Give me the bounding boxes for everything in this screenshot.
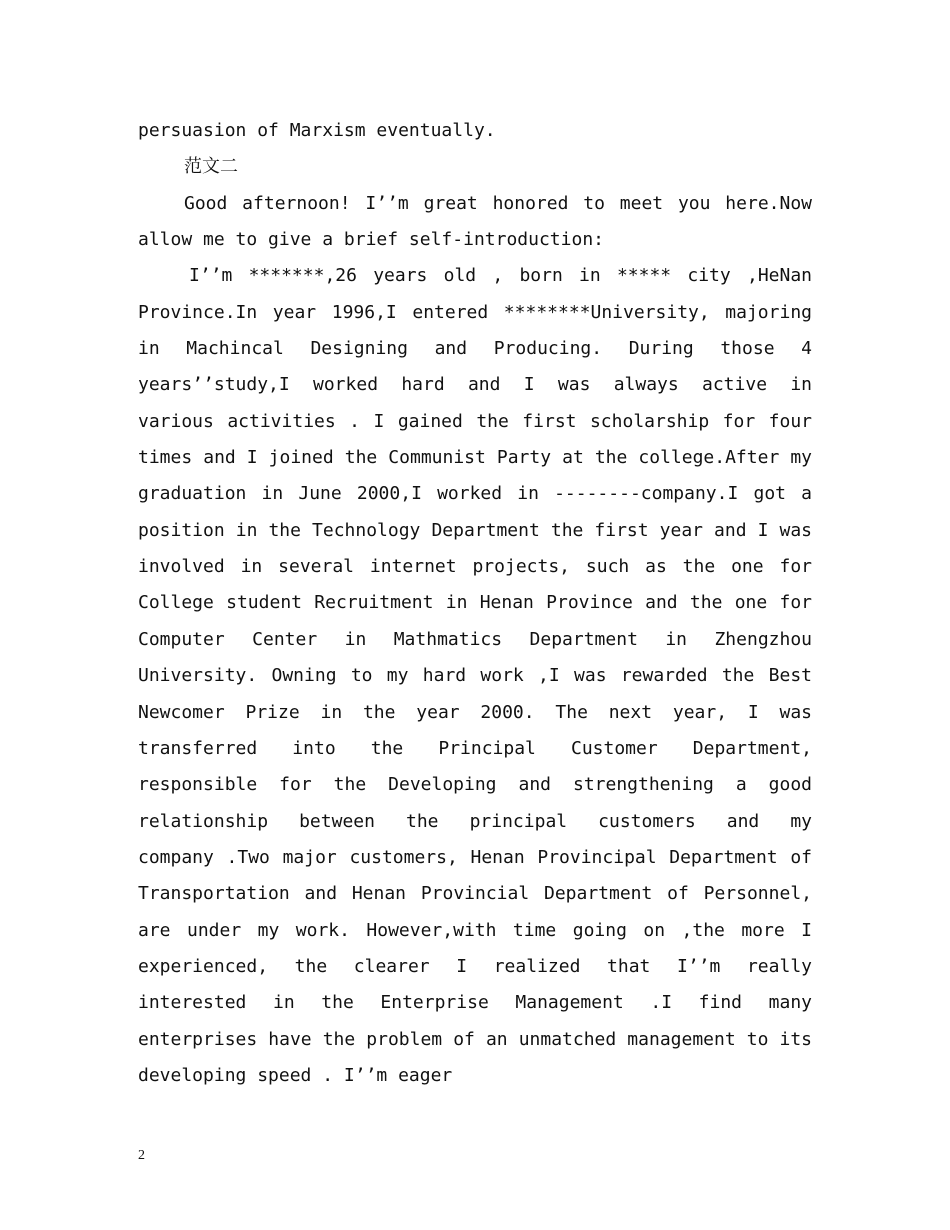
text-line: relationship between the principal customers and my: [138, 810, 812, 832]
text-line: company .Two major customers, Henan Provincipal Department of: [138, 846, 812, 868]
text-line: allow me to give a brief self-introduction:: [138, 229, 604, 251]
text-line: graduation in June 2000,I worked in --------company.I got a: [138, 483, 812, 505]
document-body: [138, 113, 812, 1094]
text-line: College student Recruitment in Henan Province and the one for: [138, 592, 812, 614]
text-line: persuasion of Marxism eventually.: [138, 120, 496, 141]
text-line: Newcomer Prize in the year 2000. The next year, I was: [138, 701, 812, 723]
text-line: enterprises have the problem of an unmatched management to its: [138, 1028, 812, 1050]
page-number: 2: [138, 1148, 145, 1163]
text-line: I’’m *******,26 years old , born in ***** city ,HeNan: [189, 265, 812, 287]
text-line: Good afternoon! I’’m great honored to meet you here.Now: [184, 192, 812, 214]
text-line: position in the Technology Department the first year and I was: [138, 519, 812, 541]
text-line: Computer Center in Mathmatics Department in Zhengzhou: [138, 628, 812, 650]
text-line: in Machincal Designing and Producing. During those 4: [138, 338, 812, 360]
text-line: Transportation and Henan Provincial Department of Personnel,: [138, 883, 812, 905]
text-line: involved in several internet projects, such as the one for: [138, 556, 812, 578]
text-line: experienced, the clearer I realized that I’’m really: [138, 955, 812, 977]
text-line: various activities . I gained the first scholarship for four: [138, 410, 812, 432]
text-line: Province.In year 1996,I entered ********University, majoring: [138, 301, 812, 323]
text-line: interested in the Enterprise Management .I find many: [138, 992, 812, 1014]
text-line: are under my work. However,with time going on ,the more I: [138, 919, 812, 941]
text-line: University. Owning to my hard work ,I was rewarded the Best: [138, 665, 812, 687]
text-line: transferred into the Principal Customer Department,: [138, 737, 812, 759]
text-line: responsible for the Developing and strengthening a good: [138, 774, 812, 796]
text-line: times and I joined the Communist Party at the college.After my: [138, 447, 812, 469]
text-line: years’’study,I worked hard and I was always active in: [138, 374, 812, 396]
section-heading: 范文二: [184, 156, 238, 178]
text-line: developing speed . I’’m eager: [138, 1064, 453, 1086]
